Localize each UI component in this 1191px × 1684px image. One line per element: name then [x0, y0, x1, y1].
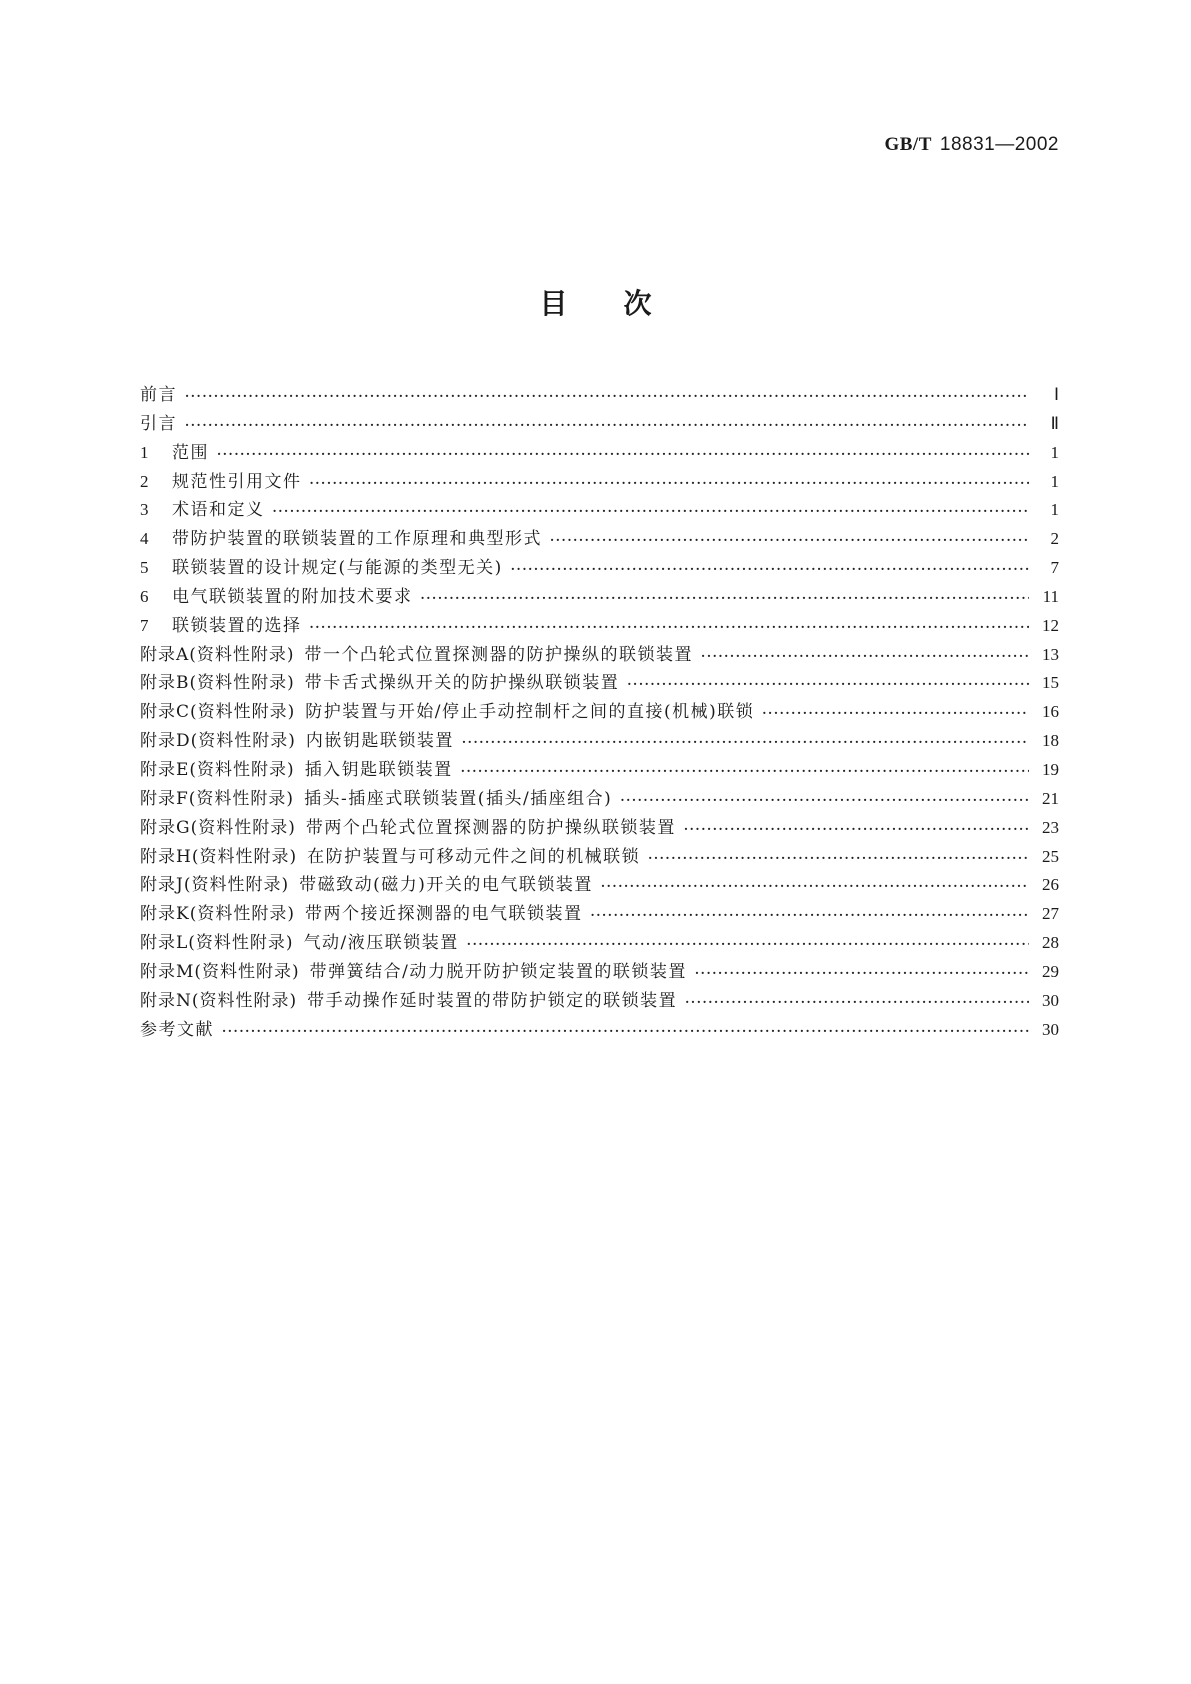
dot-leader — [511, 555, 1029, 584]
dot-leader — [310, 469, 1030, 498]
toc-entry-label: 引言 — [140, 413, 177, 434]
dot-leader — [185, 411, 1029, 440]
toc-entry[interactable] — [140, 727, 1059, 756]
dot-leader — [590, 901, 1029, 930]
dot-leader — [222, 1017, 1029, 1046]
toc-entry-label: 气动/液压联锁装置 — [303, 933, 459, 954]
toc-entry-appendix-prefix: 附录F(资料性附录) — [140, 788, 295, 809]
toc-entry-appendix-prefix: 附录G(资料性附录) — [140, 817, 296, 838]
dot-leader — [217, 440, 1029, 469]
toc-entry-page: 21 — [1042, 788, 1059, 808]
toc-entry[interactable] — [140, 496, 1059, 525]
toc-entry-appendix-prefix: 附录K(资料性附录) — [140, 904, 295, 925]
dot-leader — [762, 699, 1029, 728]
toc-entry-appendix-prefix: 附录A(资料性附录) — [140, 644, 295, 665]
toc-entry-appendix-prefix: 附录J(资料性附录) — [140, 875, 290, 896]
toc-entry[interactable] — [140, 987, 1059, 1016]
dot-leader — [627, 670, 1029, 699]
toc-entry-page: 12 — [1042, 615, 1059, 635]
toc-entry-number: 6 — [140, 586, 149, 606]
dot-leader — [601, 872, 1029, 901]
toc-entry[interactable] — [140, 410, 1059, 439]
toc-entry[interactable] — [140, 900, 1059, 929]
toc-entry-appendix-prefix: 附录H(资料性附录) — [140, 846, 298, 867]
toc-entry-appendix-prefix: 附录B(资料性附录) — [140, 673, 295, 694]
toc-entry-page: 16 — [1042, 702, 1059, 722]
page-title — [0, 282, 1191, 322]
toc-entry-page: Ⅰ — [1053, 385, 1059, 404]
toc-entry-appendix-prefix: 附录N(资料性附录) — [140, 990, 298, 1011]
dot-leader — [310, 613, 1030, 642]
toc-entry[interactable] — [140, 814, 1059, 843]
toc-entry-page: 13 — [1042, 644, 1059, 664]
dot-leader — [685, 988, 1029, 1017]
dot-leader — [648, 844, 1029, 873]
toc-entry[interactable] — [140, 843, 1059, 872]
toc-entry[interactable] — [140, 871, 1059, 900]
toc-entry-label: 带两个凸轮式位置探测器的防护操纵联锁装置 — [305, 817, 676, 838]
dot-leader — [462, 728, 1029, 757]
toc-entry-label: 带两个接近探测器的电气联锁装置 — [304, 904, 583, 925]
toc-entry-page: 30 — [1042, 1019, 1059, 1039]
toc-entry[interactable] — [140, 1016, 1059, 1045]
toc-entry-number: 1 — [140, 442, 149, 462]
toc-entry-appendix-prefix: 附录E(资料性附录) — [140, 759, 295, 780]
toc-entry-page: 25 — [1042, 846, 1059, 866]
dot-leader — [684, 815, 1029, 844]
toc-entry[interactable] — [140, 669, 1059, 698]
toc-entry-page: 2 — [1050, 529, 1059, 549]
dot-leader — [695, 959, 1029, 988]
dot-leader — [461, 757, 1029, 786]
toc-entry-label: 参考文献 — [140, 1019, 214, 1040]
toc-entry-page: 26 — [1042, 875, 1059, 895]
toc-entry-number: 4 — [140, 529, 149, 549]
toc-entry-label: 带一个凸轮式位置探测器的防护操纵的联锁装置 — [304, 644, 694, 665]
dot-leader — [185, 382, 1029, 411]
dot-leader — [421, 584, 1030, 613]
standard-code — [884, 133, 1059, 156]
toc-entry-appendix-prefix: 附录L(资料性附录) — [140, 933, 294, 954]
toc-entry-label: 带手动操作延时装置的带防护锁定的联锁装置 — [307, 990, 678, 1011]
toc-entry[interactable] — [140, 785, 1059, 814]
dot-leader — [273, 497, 1030, 526]
toc-entry-page: 18 — [1042, 731, 1059, 751]
toc-entry-number: 3 — [140, 500, 149, 520]
dot-leader — [550, 526, 1029, 555]
dot-leader — [620, 786, 1029, 815]
toc-entry[interactable] — [140, 525, 1059, 554]
toc-entry-number: 5 — [140, 558, 149, 578]
toc-entry[interactable] — [140, 439, 1059, 468]
toc-entry-label: 插头-插座式联锁装置(插头/插座组合) — [304, 788, 613, 809]
toc-entry-label: 范围 — [172, 442, 209, 463]
toc-entry-page: 1 — [1050, 442, 1059, 462]
toc-entry-page: 1 — [1050, 471, 1059, 491]
table-of-contents — [140, 381, 1059, 1044]
standard-number: 18831—2002 — [939, 134, 1059, 155]
toc-entry-label: 带磁致动(磁力)开关的电气联锁装置 — [299, 875, 593, 896]
toc-entry[interactable] — [140, 554, 1059, 583]
toc-entry-page: 15 — [1042, 673, 1059, 693]
toc-entry-number: 7 — [140, 615, 149, 635]
toc-entry-page: 11 — [1042, 586, 1059, 606]
toc-entry[interactable] — [140, 929, 1059, 958]
toc-entry-label: 插入钥匙联锁装置 — [304, 759, 453, 780]
toc-entry-label: 带弹簧结合/动力脱开防护锁定装置的联锁装置 — [309, 961, 687, 982]
toc-entry-appendix-prefix: 附录C(资料性附录) — [140, 702, 296, 723]
toc-entry-page: 30 — [1042, 990, 1059, 1010]
toc-entry-label: 带卡舌式操纵开关的防护操纵联锁装置 — [304, 673, 620, 694]
toc-entry-label: 防护装置与开始/停止手动控制杆之间的直接(机械)联锁 — [305, 702, 755, 723]
toc-entry[interactable] — [140, 698, 1059, 727]
toc-entry-page: 19 — [1042, 759, 1059, 779]
toc-entry-number: 2 — [140, 471, 149, 491]
toc-entry-page: 23 — [1042, 817, 1059, 837]
title-char-2: 次 — [623, 287, 652, 320]
toc-entry-appendix-prefix: 附录D(资料性附录) — [140, 731, 296, 752]
toc-entry[interactable] — [140, 756, 1059, 785]
toc-entry[interactable] — [140, 583, 1059, 612]
toc-entry-label: 术语和定义 — [172, 500, 265, 521]
toc-entry-label: 前言 — [140, 385, 177, 405]
toc-entry-appendix-prefix: 附录M(资料性附录) — [140, 961, 300, 982]
toc-entry[interactable] — [140, 958, 1059, 987]
toc-entry-label: 联锁装置的选择 — [172, 615, 302, 636]
toc-entry-label: 在防护装置与可移动元件之间的机械联锁 — [307, 846, 641, 867]
title-char-1: 目 — [539, 287, 568, 320]
toc-entry-page: Ⅱ — [1050, 413, 1059, 433]
toc-entry-label: 规范性引用文件 — [172, 471, 302, 492]
toc-entry[interactable] — [140, 468, 1059, 497]
standard-prefix: GB/T — [884, 134, 932, 155]
toc-entry-label: 内嵌钥匙联锁装置 — [305, 731, 454, 752]
dot-leader — [701, 642, 1029, 671]
toc-entry-page: 7 — [1050, 558, 1059, 578]
toc-entry-page: 28 — [1042, 933, 1059, 953]
toc-entry-label: 联锁装置的设计规定(与能源的类型无关) — [172, 558, 503, 579]
toc-entry-page: 29 — [1042, 961, 1059, 981]
toc-entry-label: 电气联锁装置的附加技术要求 — [172, 586, 413, 607]
toc-entry[interactable] — [140, 381, 1059, 410]
toc-entry-label: 带防护装置的联锁装置的工作原理和典型形式 — [172, 529, 542, 550]
dot-leader — [467, 930, 1029, 959]
toc-entry[interactable] — [140, 612, 1059, 641]
toc-entry[interactable] — [140, 641, 1059, 670]
toc-entry-page: 27 — [1042, 904, 1059, 924]
toc-entry-page: 1 — [1050, 500, 1059, 520]
